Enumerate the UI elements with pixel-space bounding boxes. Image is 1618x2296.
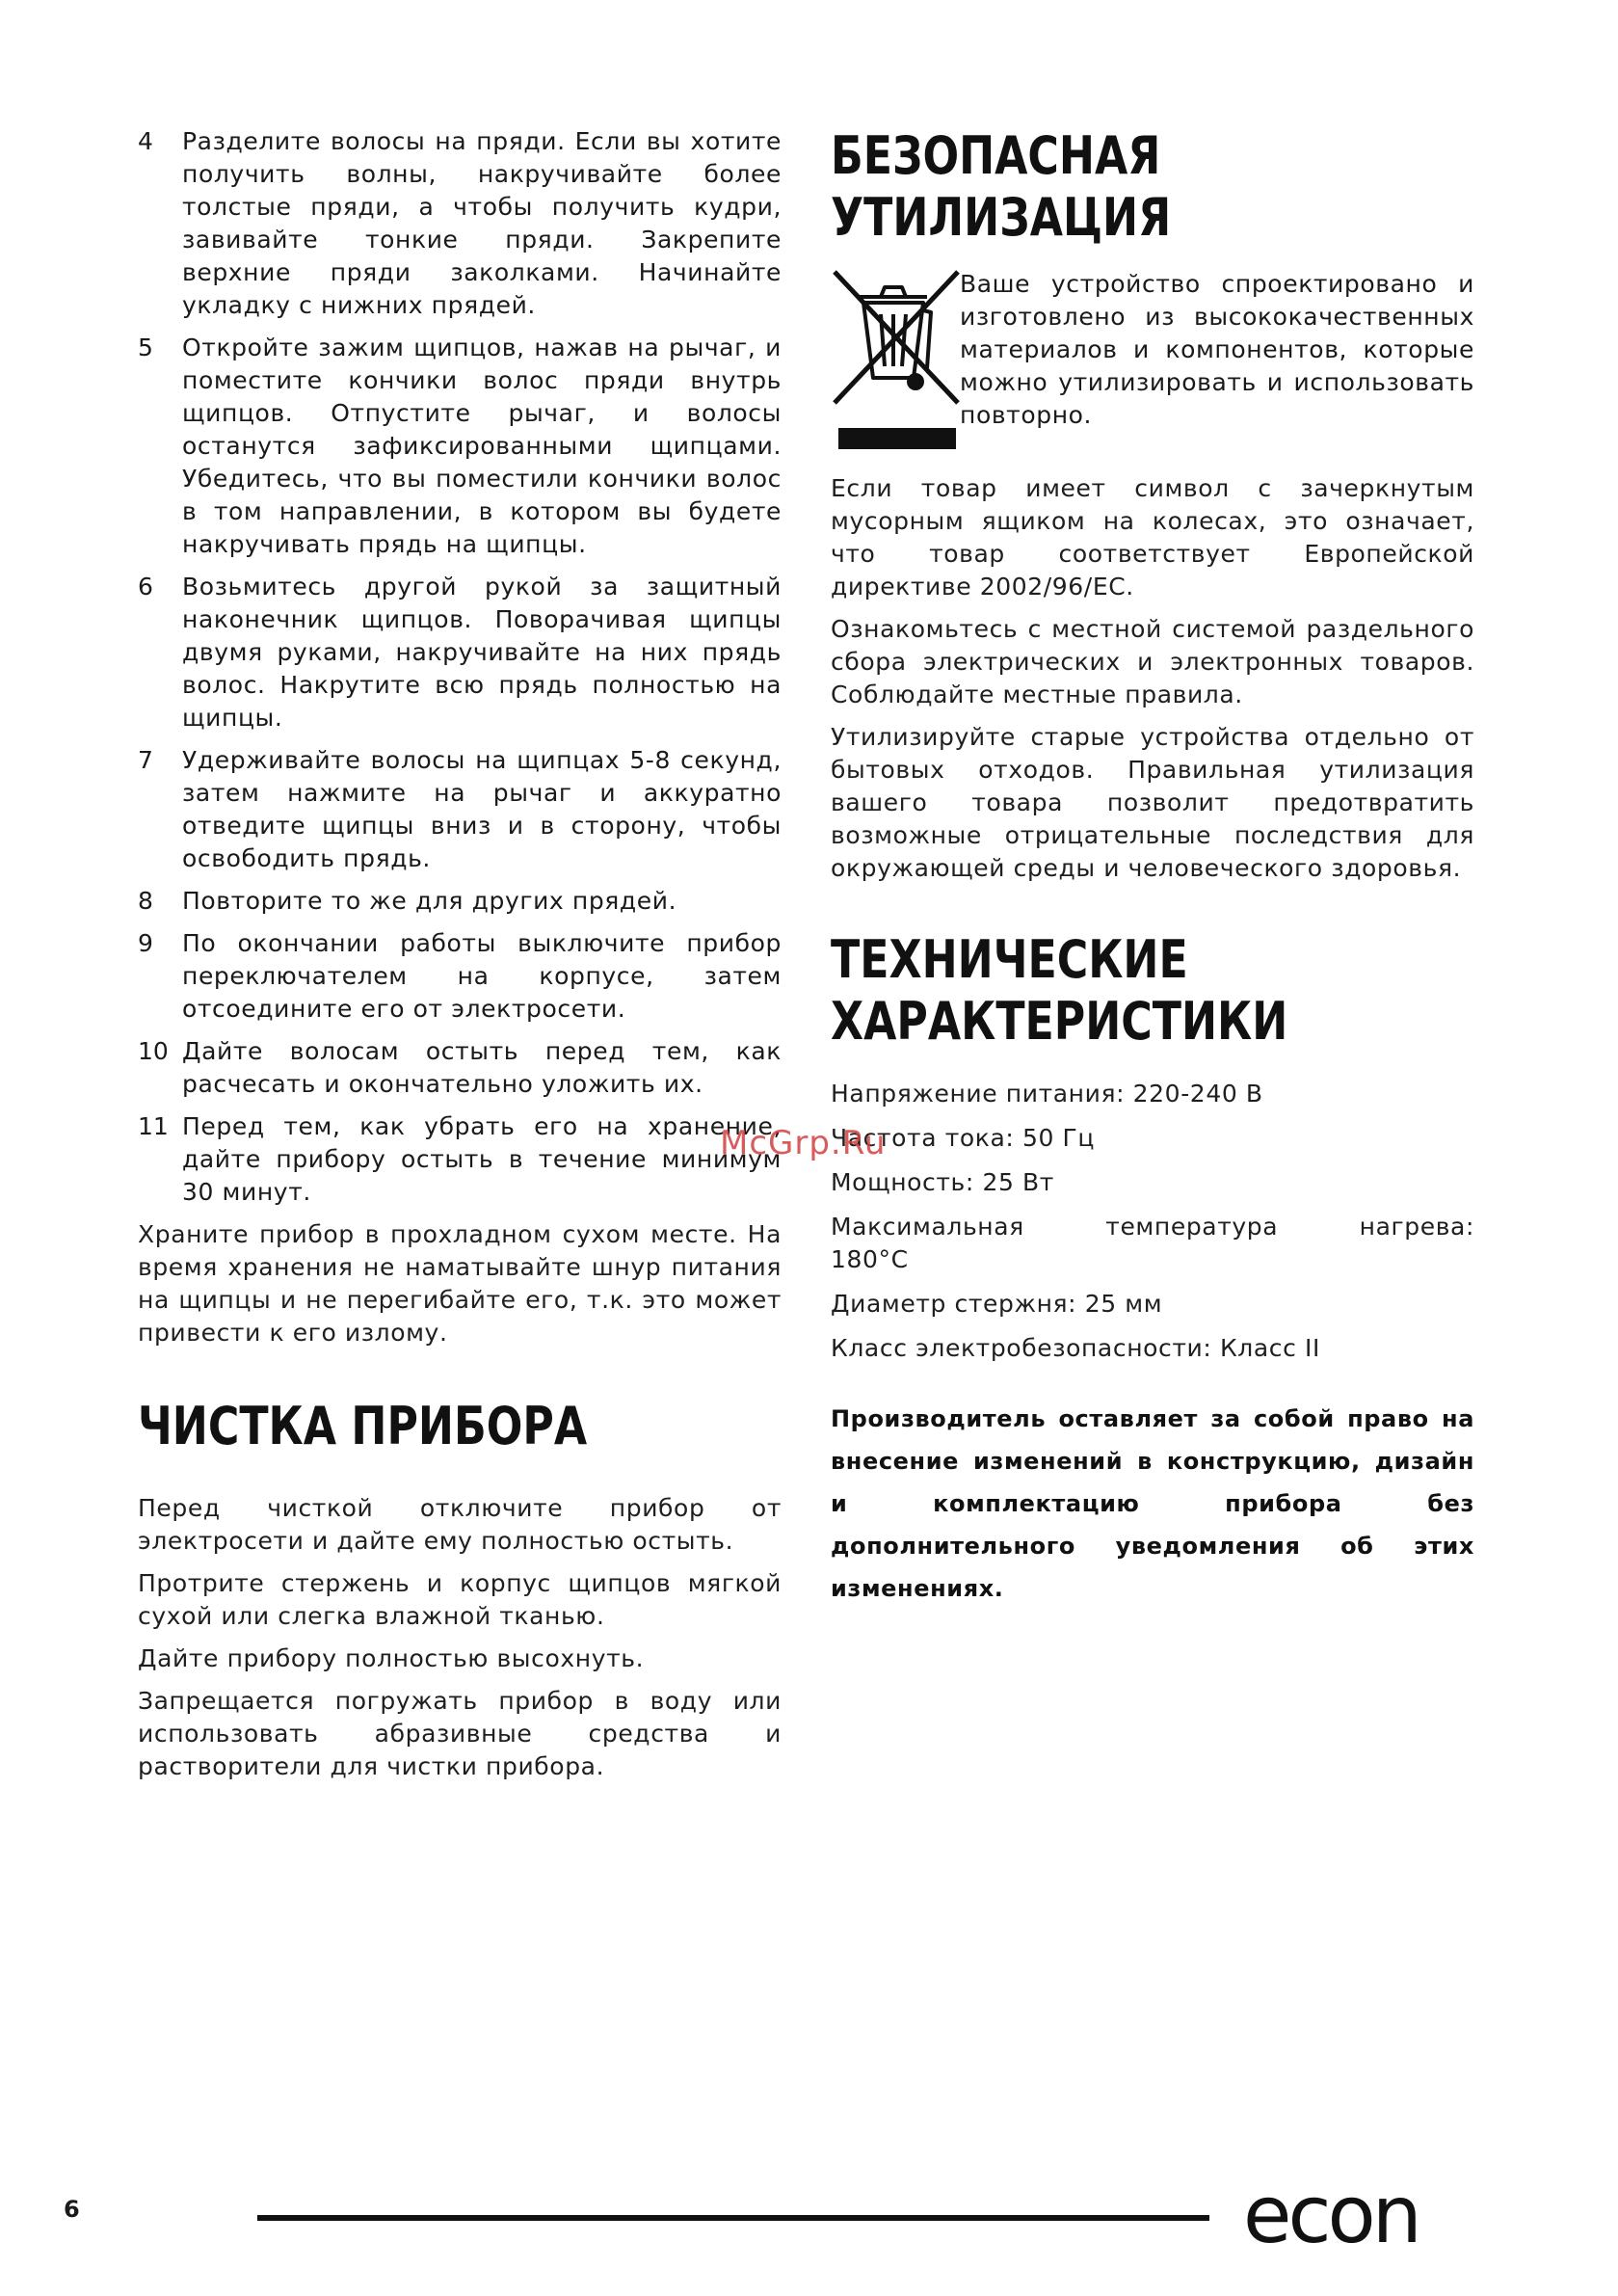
step-item bbox=[138, 332, 782, 561]
step-text: Возьмитесь другой рукой за защитный наконечник щипцов. Поворачивая щипцы двумя руками, накручивайте на них прядь волос. Накрутите всю прядь полностью на щипцы. bbox=[182, 573, 782, 732]
disposal-intro-block bbox=[831, 262, 1474, 472]
brand-logo-text: econ bbox=[1243, 2180, 1419, 2250]
step-item bbox=[138, 885, 782, 918]
disposal-intro-text: Ваше устройство спроектировано и изготовлено из высококачественных материалов и компонентов, которые можно утилизировать и использовать повторно. bbox=[960, 270, 1474, 429]
left-column bbox=[138, 125, 782, 1793]
manufacturer-notice: Производитель оставляет за собой право на внесение изменений в конструкцию, дизайн и комплектацию прибора без дополнительного уведомления об этих изменениях. bbox=[831, 1405, 1474, 1602]
cleaning-paragraph: Дайте прибору полностью высохнуть. bbox=[138, 1644, 645, 1672]
spec-max-temp-value: 180°C bbox=[831, 1245, 909, 1273]
step-item bbox=[138, 1035, 782, 1101]
spec-power: Мощность: 25 Вт bbox=[831, 1168, 1054, 1196]
page-number: 6 bbox=[64, 2196, 80, 2223]
step-number: 10 bbox=[138, 1037, 169, 1065]
step-number: 7 bbox=[138, 746, 153, 774]
cleaning-paragraph: Протрите стержень и корпус щипцов мягкой сухой или слегка влажной тканью. bbox=[138, 1569, 782, 1630]
specs-heading bbox=[831, 929, 1359, 1053]
step-item bbox=[138, 744, 782, 875]
disposal-heading-line2: УТИЛИЗАЦИЯ bbox=[831, 187, 1172, 248]
spec-max-temp-label: Максимальная температура нагрева: bbox=[831, 1213, 1474, 1241]
right-column bbox=[831, 125, 1474, 1633]
disposal-heading bbox=[831, 125, 1359, 249]
step-number: 4 bbox=[138, 127, 153, 155]
spec-voltage: Напряжение питания: 220-240 В bbox=[831, 1080, 1263, 1108]
step-text: Откройте зажим щипцов, нажав на рычаг, и поместите кончики волос пряди внутрь щипцов. Отпустите рычаг, и волосы останутся зафиксированными щипцами. Убедитесь, что вы поместили кончики волос в том направлении, в котором вы будете накручивать прядь на щипцы. bbox=[182, 334, 782, 558]
step-item bbox=[138, 571, 782, 734]
cleaning-heading: ЧИСТКА ПРИБОРА bbox=[138, 1396, 588, 1456]
storage-paragraph: Храните прибор в прохладном сухом месте. На время хранения не наматывайте шнур питания на щипцы и не перегибайте его, т.к. это может привести к его излому. bbox=[138, 1220, 782, 1347]
step-number: 8 bbox=[138, 887, 153, 915]
step-item bbox=[138, 1110, 782, 1209]
step-text: Перед тем, как убрать его на хранение, дайте прибору остыть в течение минимум 30 минут. bbox=[182, 1112, 782, 1206]
spec-frequency: Частота тока: 50 Гц bbox=[831, 1124, 1095, 1152]
spec-safety-class: Класс электробезопасности: Класс II bbox=[831, 1334, 1320, 1362]
step-number: 6 bbox=[138, 573, 153, 601]
step-text: Разделите волосы на пряди. Если вы хотите получить волны, накручивайте более толстые пряди, а чтобы получить кудри, завивайте тонкие пряди. Закрепите верхние пряди заколками. Начинайте укладку с нижних прядей. bbox=[182, 127, 782, 319]
specs-heading-line1: ТЕХНИЧЕСКИЕ bbox=[831, 929, 1188, 990]
step-text: По окончании работы выключите прибор переключателем на корпусе, затем отсоедините его от электросети. bbox=[182, 929, 782, 1023]
disposal-paragraph: Если товар имеет символ с зачеркнутым мусорным ящиком на колесах, это означает, что товар соответствует Европейской директиве 2002/96/EC. bbox=[831, 474, 1474, 601]
cleaning-paragraph: Запрещается погружать прибор в воду или использовать абразивные средства и растворители для чистки прибора. bbox=[138, 1687, 782, 1780]
disposal-paragraph: Утилизируйте старые устройства отдельно от бытовых отходов. Правильная утилизация вашего товара позволит предотвратить возможные отрицательные последствия для окружающей среды и человеческого здоровья. bbox=[831, 723, 1474, 882]
step-item bbox=[138, 927, 782, 1026]
crossed-out-wheelie-bin-icon bbox=[831, 262, 962, 455]
step-number: 11 bbox=[138, 1112, 169, 1140]
cleaning-paragraph: Перед чисткой отключите прибор от электросети и дайте ему полностью остыть. bbox=[138, 1494, 782, 1555]
spec-diameter: Диаметр стержня: 25 мм bbox=[831, 1290, 1163, 1318]
watermark: McGrp.Ru bbox=[720, 1124, 887, 1162]
step-text: Удерживайте волосы на щипцах 5-8 секунд, затем нажмите на рычаг и аккуратно отведите щипцы вниз и в сторону, чтобы освободить прядь. bbox=[182, 746, 782, 872]
step-text: Повторите то же для других прядей. bbox=[182, 887, 677, 915]
disposal-paragraph: Ознакомьтесь с местной системой раздельного сбора электрических и электронных товаров. Соблюдайте местные правила. bbox=[831, 615, 1474, 708]
step-item bbox=[138, 125, 782, 322]
specs-heading-line2: ХАРАКТЕРИСТИКИ bbox=[831, 991, 1288, 1052]
disposal-heading-line1: БЕЗОПАСНАЯ bbox=[831, 125, 1161, 186]
step-number: 5 bbox=[138, 334, 153, 361]
econ-logo bbox=[1243, 2180, 1476, 2250]
footer-divider bbox=[257, 2215, 1209, 2221]
step-text: Дайте волосам остыть перед тем, как расчесать и окончательно уложить их. bbox=[182, 1037, 782, 1098]
step-number: 9 bbox=[138, 929, 153, 957]
